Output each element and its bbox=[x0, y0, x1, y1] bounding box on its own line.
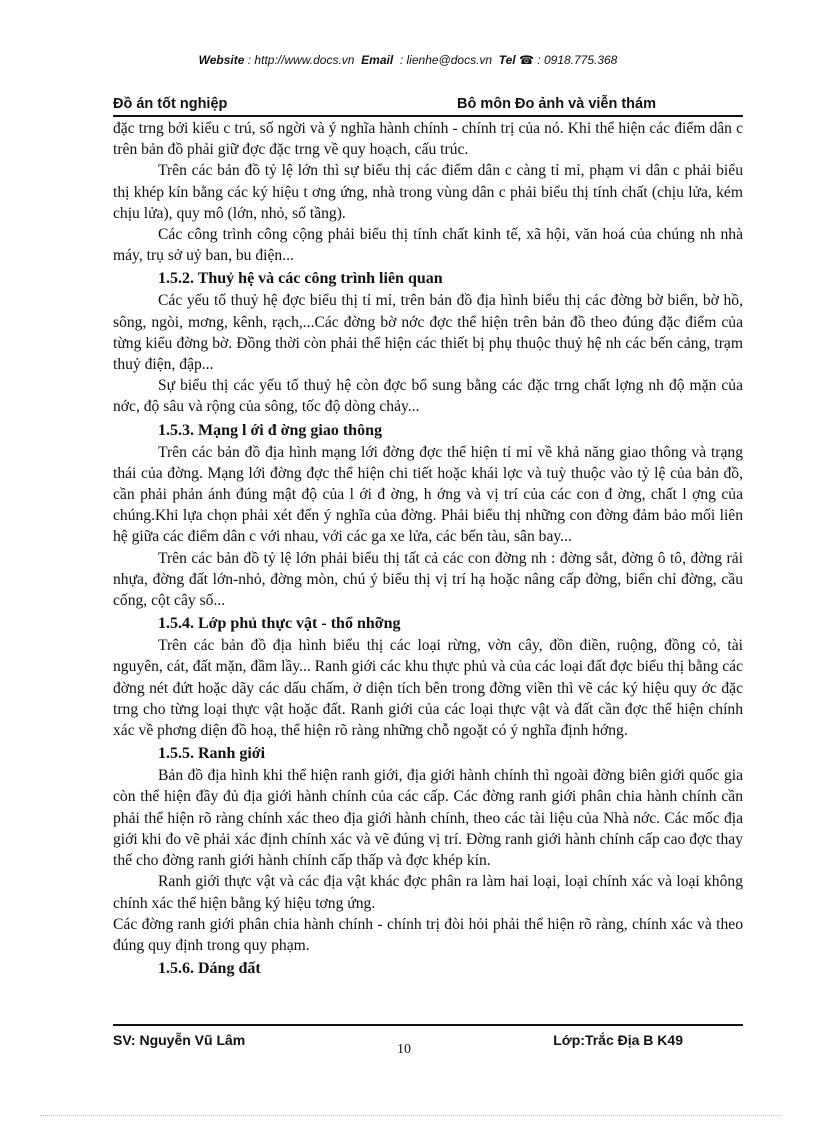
paragraph: Sự biểu thị các yếu tố thuỷ hệ còn đợc bổ sung bằng các đặc trng chất lợng nh độ mặn của nớc, độ sâu và rộng của sông, tốc độ dòng chảy... bbox=[113, 377, 743, 416]
email-label: Email bbox=[361, 53, 394, 67]
paragraph: Các đờng ranh giới phân chia hành chính - chính trị đòi hỏi phải thể hiện rõ ràng, chính xác và theo đúng quy định trong quy phạm. bbox=[113, 915, 743, 954]
website-label: Website bbox=[198, 53, 245, 67]
paragraph: đặc trng bởi kiểu c trú, số ngời và ý nghĩa hành chính - chính trị của nó. Khi thể hiện các điểm dân c trên bản đồ phải giữ đợc đặc trng về quy hoạch, cấu trúc. bbox=[113, 120, 743, 159]
paragraph: Trên các bản đồ địa hình mạng lới đờng đợc thể hiện tỉ mỉ về khả năng giao thông và trạng thái của đờng. Mạng lới đờng đợc thể hiện chi tiết hoặc khái lợc và tuỳ thuộc vào tỷ lệ của bản đồ, cần phải phản ánh đúng mật độ của l ới đ ờng, h ớng và vị trí của các con đ ờng, chất l ợng của chúng.Khi lựa chọn phải xét đến ý nghĩa của đờng. Phải biểu thị những con đờng đảm bảo mối liên hệ giữa các điểm dân c với nhau, với các ga xe lửa, các bến tàu, sân bay... bbox=[113, 443, 743, 546]
paragraph: Ranh giới thực vật và các địa vật khác đợc phân ra làm hai loại, loại chính xác và loại không chính xác thể hiện bằng ký hiệu tơng ứng. bbox=[113, 873, 743, 912]
header-thesis-title: Đồ án tốt nghiệp bbox=[113, 96, 228, 112]
section-heading-1-5-4: 1.5.4. Lớp phủ thực vật - thổ nhỡng bbox=[158, 615, 401, 633]
header-department: Bô môn Đo ảnh và viễn thám bbox=[457, 96, 656, 112]
paragraph: Bản đồ địa hình khi thể hiện ranh giới, địa giới hành chính thì ngoài đờng biên giới quốc gia còn thể hiện đầy đủ địa giới hành chính của các cấp. Các đờng ranh giới phân chia hành chính cần phải thể hiện rõ ràng chính xác theo địa giới hành chính, theo các tài liệu của Nhà nớc. Các mốc địa giới khi đo vẽ phải xác định chính xác và vẽ đúng vị trí. Đờng ranh giới hành chính cấp cao đợc thay thế cho đờng ranh giới hành chính cấp thấp và đợc khép kín. bbox=[113, 767, 743, 870]
paragraph: Trên các bản đồ tỷ lệ lớn thì sự biểu thị các điểm dân c càng tỉ mỉ, phạm vi dân c phải biểu thị khép kín bằng các ký hiệu t ơng ứng, nhà trong vùng dân c phải biểu thị tính chất (chịu lửa, kém chịu lửa), quy mô (lớn, nhỏ, số tầng). bbox=[113, 162, 743, 222]
section-heading-1-5-3: 1.5.3. Mạng l ới đ ờng giao thông bbox=[158, 421, 382, 439]
tel-number: : 0918.775.368 bbox=[537, 53, 618, 67]
section-heading-1-5-2: 1.5.2. Thuỷ hệ và các công trình liên quan bbox=[158, 270, 443, 288]
site-info-bar bbox=[0, 53, 816, 67]
email-address[interactable]: : lienhe@docs.vn bbox=[399, 53, 493, 67]
page-header bbox=[113, 93, 743, 117]
section-heading-1-5-6: 1.5.6. Dáng đất bbox=[158, 960, 261, 978]
footer-student: SV: Nguyễn Vũ Lâm bbox=[113, 1032, 246, 1048]
website-url[interactable]: : http://www.docs.vn bbox=[247, 53, 355, 67]
paragraph: Các yếu tố thuỷ hệ đợc biểu thị tỉ mỉ, trên bản đồ địa hình biểu thị các đờng bờ biển, bờ hồ, sông, ngòi, mơng, kênh, rạch,...Các đờng bờ nớc đợc thể hiện trên bản đồ theo đúng đặc điểm của từng kiểu đờng bờ. Đồng thời còn phải thể hiện các thiết bị phụ thuộc thuỷ hệ nh các bến cảng, trạm thuỷ điện, đập... bbox=[113, 292, 743, 374]
footer-class: Lớp:Trắc Địa B K49 bbox=[553, 1032, 683, 1048]
paragraph: Trên các bản đồ địa hình biểu thị các loại rừng, vờn cây, đồn điền, ruộng, đồng cỏ, tài nguyên, cát, đất mặn, đầm lầy... Ranh giới các khu thực phủ và của các loại đất đợc biểu thị bằng các đờng nét đứt hoặc dãy các dấu chấm, ở diện tích bên trong đờng viền thì vẽ các ký hiệu quy ớc đặc trng cho từng loại thực vật hoặc đất. Ranh giới của các loại thực vật và đất cần đợc thể hiện chính xác về phơng diện đồ hoạ, thể hiện rõ ràng những chỗ ngoặt có ý nghĩa định hớng. bbox=[113, 637, 743, 740]
tel-label: Tel ☎ bbox=[498, 53, 534, 67]
page-number: 10 bbox=[397, 1042, 411, 1057]
paragraph: Trên các bản đồ tỷ lệ lớn phải biểu thị tất cả các con đờng nh : đờng sắt, đờng ô tô, đờng rải nhựa, đờng đất lớn-nhỏ, đờng mòn, chú ý biểu thị vị trí hạ hoặc nâng cấp đờng, biển chỉ đờng, cầu cống, cột cây số... bbox=[113, 549, 743, 610]
page-footer bbox=[113, 1024, 743, 1076]
page-edge-divider bbox=[40, 1115, 780, 1116]
paragraph: Các công trình công cộng phải biểu thị tính chất kinh tế, xã hội, văn hoá của chúng nh nhà máy, trụ sở uỷ ban, bu điện... bbox=[113, 226, 743, 265]
section-heading-1-5-5: 1.5.5. Ranh giới bbox=[158, 745, 266, 763]
document-body bbox=[113, 118, 743, 980]
